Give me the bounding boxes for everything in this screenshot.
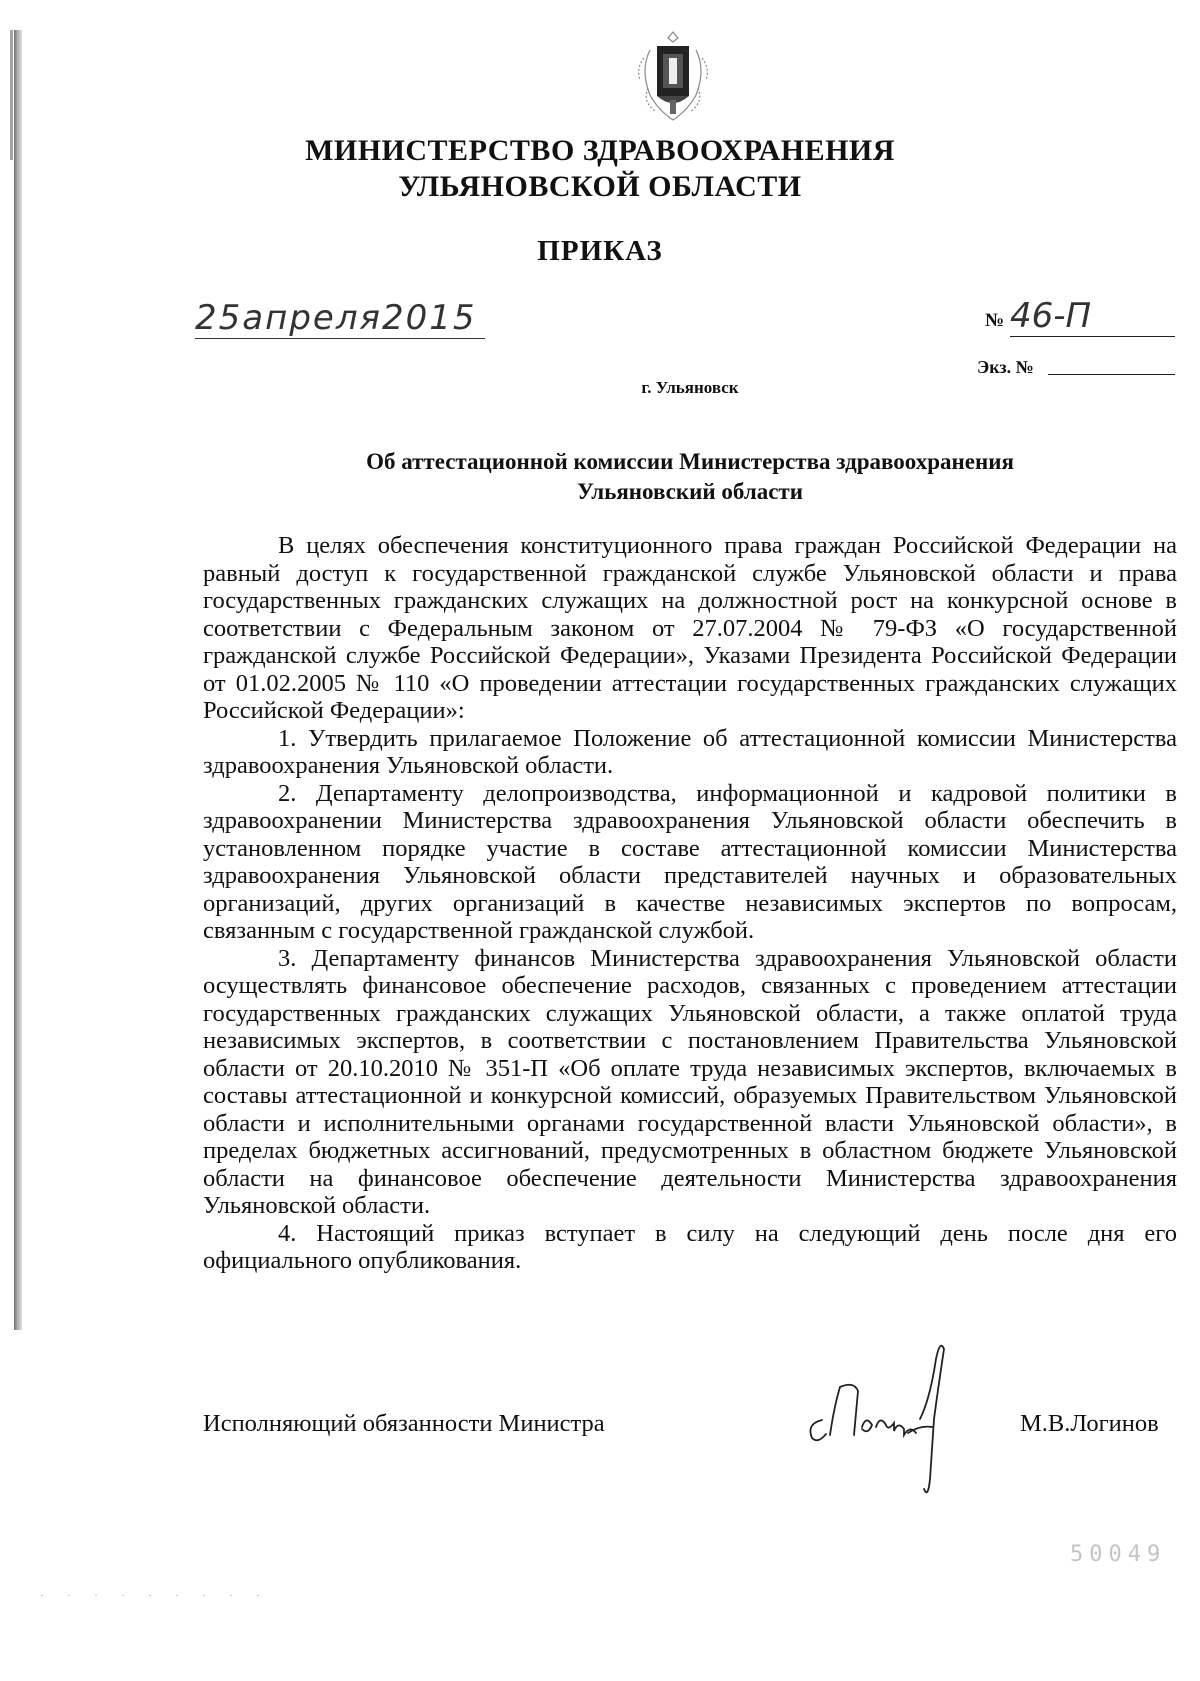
handwritten-date: 25апреля2015 xyxy=(195,298,477,338)
order-number-label: № xyxy=(985,310,1005,331)
city-label: г. Ульяновск xyxy=(641,378,739,397)
order-number-underline xyxy=(1010,336,1175,337)
date-underline xyxy=(195,338,485,339)
preamble-paragraph: В целях обеспечения конституционного права граждан Российской Федерации на равный доступ к государственной гражданской службе Ульяновской области и права государственных гражданских служащих на должностной рост на конкурсной основе в соответствии с Федеральным законом от 27.07.2004 № 79-ФЗ «О государственной гражданской службе Российской Федерации», Указами Президента Российской Федерации от 01.02.2005 № 110 «О проведении аттестации государственных гражданских служащих Российской Федерации»: xyxy=(203,532,1177,724)
coat-of-arms-emblem xyxy=(630,28,716,128)
handwritten-signature xyxy=(800,1335,990,1505)
order-item-4: 4. Настоящий приказ вступает в силу на следующий день после дня его официального опубликования. xyxy=(203,1219,1177,1274)
document-type-title: ПРИКАЗ xyxy=(537,235,663,267)
order-subject-line2: Ульяновский области xyxy=(577,479,803,504)
signer-name: М.В.Логинов xyxy=(1020,1410,1159,1437)
ministry-name-line2: УЛЬЯНОВСКОЙ ОБЛАСТИ xyxy=(398,170,802,203)
order-subject xyxy=(0,447,1200,507)
order-subject-line1: Об аттестационной комиссии Министерства здравоохранения xyxy=(366,449,1014,474)
order-item-3: 3. Департаменту финансов Министерства здравоохранения Ульяновской области осуществлять финансовое обеспечение расходов, связанных с проведением аттестации государственных гражданских служащих Ульяновской области, а также оплатой труда независимых экспертов, в соответствии с постановлением Правительства Ульяновской области от 20.10.2010 № 351-П «Об оплате труда независимых экспертов, включаемых в составы аттестационной и конкурсной комиссий, образуемых Правительством Ульяновской области и исполнительными органами государственной власти Ульяновской области», в пределах бюджетных ассигнований, предусмотренных в областном бюджете Ульяновской области на финансовое обеспечение деятельности Министерства здравоохранения Ульяновской области. xyxy=(203,944,1177,1219)
copy-number-underline xyxy=(1048,374,1175,375)
order-item-1: 1. Утвердить прилагаемое Положение об аттестационной комиссии Министерства здравоохранения Ульяновской области. xyxy=(203,724,1177,779)
ministry-name xyxy=(0,133,1200,205)
signer-position: Исполняющий обязанности Министра xyxy=(203,1410,605,1437)
copy-number-label: Экз. № xyxy=(977,357,1034,377)
order-body xyxy=(203,532,1177,1275)
order-item-2: 2. Департаменту делопроизводства, информационной и кадровой политики в здравоохранении Министерства здравоохранения Ульяновской области обеспечить в установленном порядке участие в составе аттестационной комиссии Министерства здравоохранения Ульяновской области представителей научных и образовательных организаций, других организаций в качестве независимых экспертов по вопросам, связанным с государственной гражданской службой. xyxy=(203,779,1177,944)
ministry-name-line1: МИНИСТЕРСТВО ЗДРАВООХРАНЕНИЯ xyxy=(305,134,895,167)
scan-edge-shadow xyxy=(14,30,22,1330)
scan-noise: · · · · · · · · · xyxy=(40,1588,270,1602)
handwritten-order-number: 46-П xyxy=(1010,296,1092,336)
registry-stamp-number: 50049 xyxy=(1070,1542,1167,1567)
